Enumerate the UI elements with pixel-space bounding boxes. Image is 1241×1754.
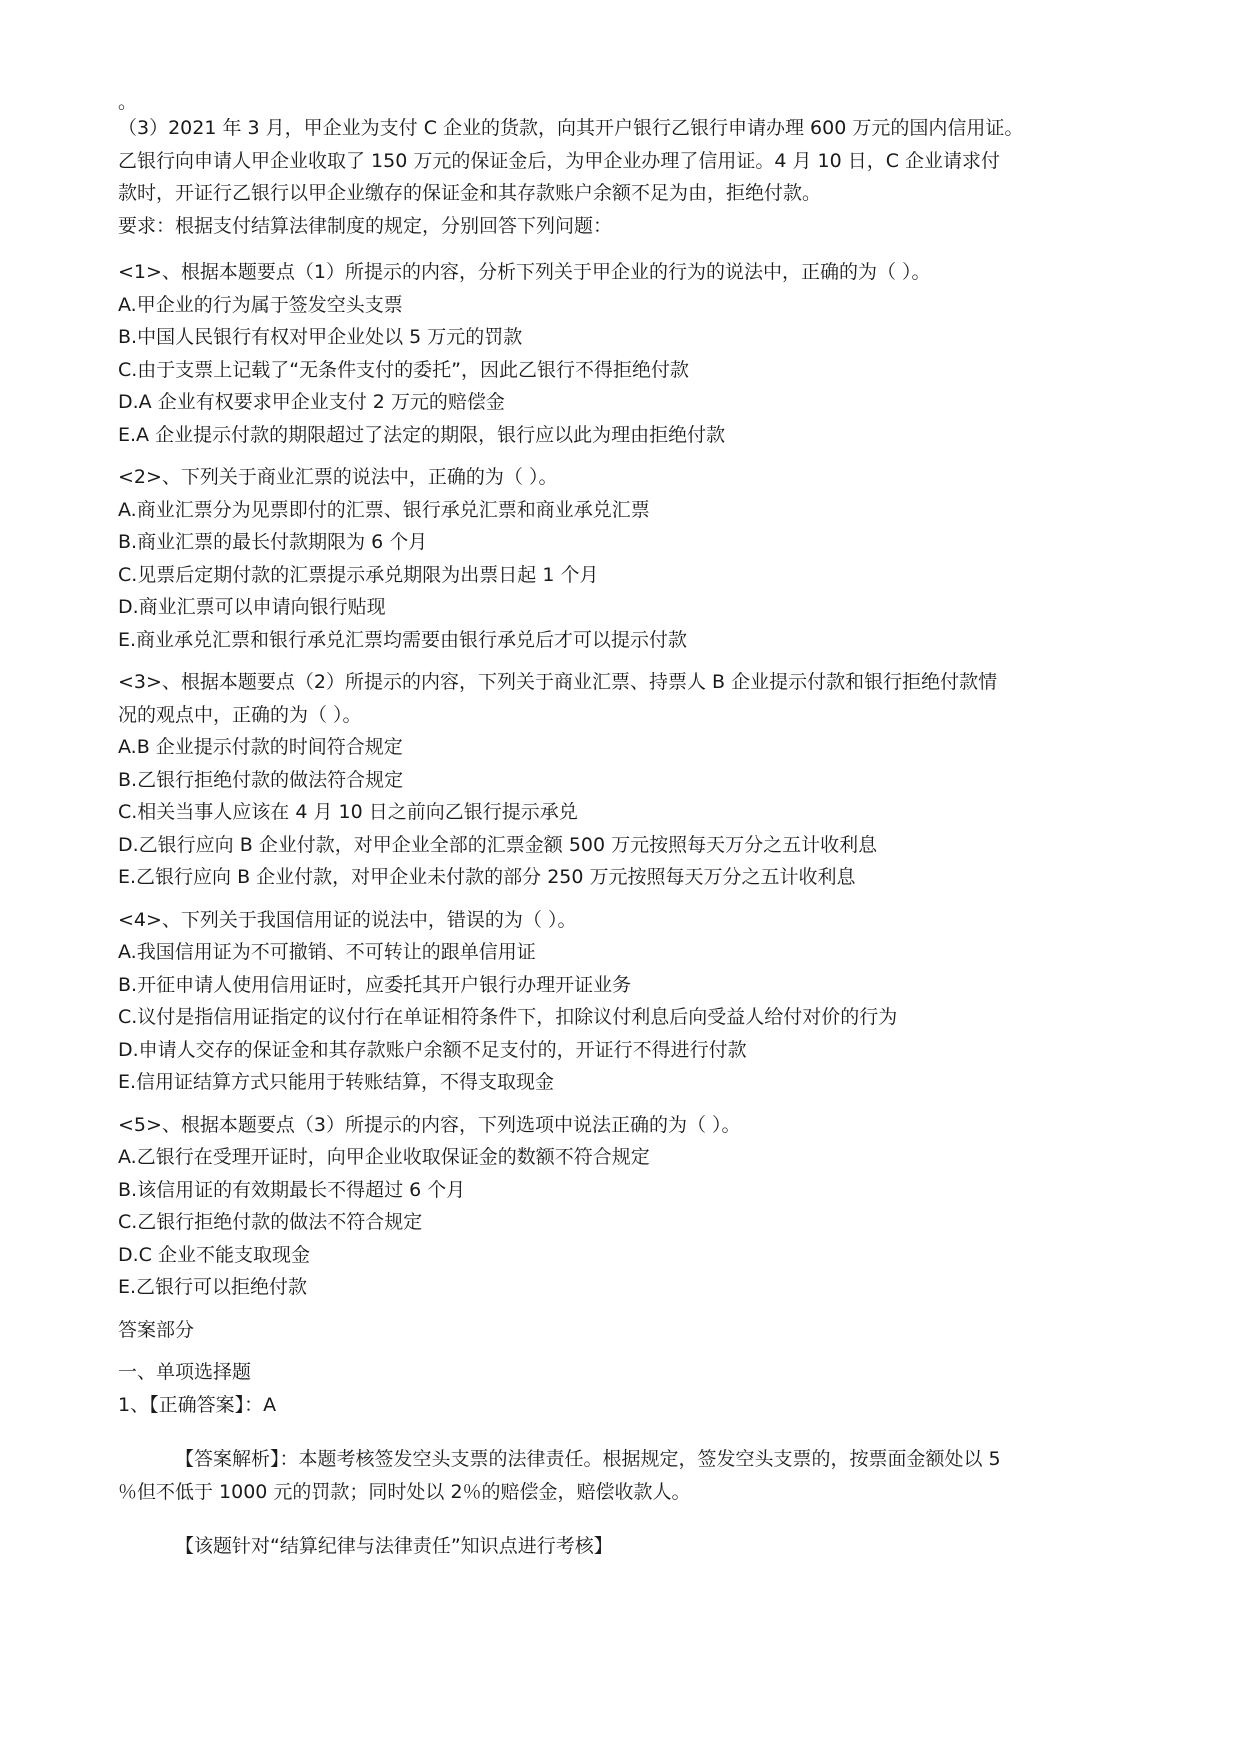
question-1 bbox=[118, 256, 1128, 451]
question-stem: <2>、下列关于商业汇票的说法中，正确的为（ ）。 bbox=[118, 466, 558, 488]
top-mark: 。 bbox=[118, 91, 138, 113]
option-a: A.B 企业提示付款的时间符合规定 bbox=[118, 736, 403, 758]
analysis-line2: ％但不低于 1000 元的罚款；同时处以 2％的赔偿金，赔偿收款人。 bbox=[118, 1480, 691, 1503]
option-c: C.议付是指信用证指定的议付行在单证相符条件下，扣除议付利息后向受益人给付对价的行为 bbox=[118, 1006, 898, 1028]
option-c: C.见票后定期付款的汇票提示承兑期限为出票日起 1 个月 bbox=[118, 563, 599, 586]
option-b: B.中国人民银行有权对甲企业处以 5 万元的罚款 bbox=[118, 326, 523, 348]
document-page bbox=[118, 92, 1128, 1563]
option-e: E.乙银行应向 B 企业付款，对甲企业未付款的部分 250 万元按照每天万分之五计收利息 bbox=[118, 866, 856, 888]
option-d: D.C 企业不能支取现金 bbox=[118, 1243, 310, 1266]
question-stem-line1: <3>、根据本题要点（2）所提示的内容，下列关于商业汇票、持票人 B 企业提示付款和银行拒绝付款情 bbox=[118, 671, 998, 693]
option-b: B.该信用证的有效期最长不得超过 6 个月 bbox=[118, 1178, 466, 1201]
option-a: A.商业汇票分为见票即付的汇票、银行承兑汇票和商业承兑汇票 bbox=[118, 498, 650, 521]
option-d: D.申请人交存的保证金和其存款账户余额不足支付的，开证行不得进行付款 bbox=[118, 1038, 747, 1061]
option-b: B.商业汇票的最长付款期限为 6 个月 bbox=[118, 531, 428, 553]
question-stem: <5>、根据本题要点（3）所提示的内容，下列选项中说法正确的为（ ）。 bbox=[118, 1113, 741, 1136]
question-2 bbox=[118, 461, 1128, 656]
option-d: D.商业汇票可以申请向银行贴现 bbox=[118, 596, 386, 618]
question-3 bbox=[118, 666, 1128, 894]
option-d: D.A 企业有权要求甲企业支付 2 万元的赔偿金 bbox=[118, 391, 505, 413]
answer-section bbox=[118, 1314, 1128, 1563]
requirement-text: 要求：根据支付结算法律制度的规定，分别回答下列问题： bbox=[118, 214, 613, 237]
case3-line3: 款时，开证行乙银行以甲企业缴存的保证金和其存款账户余额不足为由，拒绝付款。 bbox=[118, 182, 822, 204]
case3-line1: （3）2021 年 3 月，甲企业为支付 C 企业的货款，向其开户银行乙银行申请办理 600 万元的国内信用证。 bbox=[118, 117, 1024, 139]
option-b: B.乙银行拒绝付款的做法符合规定 bbox=[118, 768, 404, 791]
question-stem: <1>、根据本题要点（1）所提示的内容，分析下列关于甲企业的行为的说法中，正确的为（ ）。 bbox=[118, 261, 931, 283]
topic-note: 【该题针对“结算纪律与法律责任”知识点进行考核】 bbox=[175, 1535, 613, 1557]
option-b: B.开征申请人使用信用证时，应委托其开户银行办理开证业务 bbox=[118, 973, 632, 996]
option-c: C.相关当事人应该在 4 月 10 日之前向乙银行提示承兑 bbox=[118, 801, 578, 823]
option-e: E.乙银行可以拒绝付款 bbox=[118, 1276, 308, 1298]
answer-item-1: 1、【正确答案】：A bbox=[118, 1393, 277, 1416]
option-a: A.我国信用证为不可撤销、不可转让的跟单信用证 bbox=[118, 941, 536, 963]
option-e: E.信用证结算方式只能用于转账结算，不得支取现金 bbox=[118, 1071, 555, 1093]
answer-heading: 答案部分 bbox=[118, 1318, 195, 1341]
question-5 bbox=[118, 1109, 1128, 1304]
analysis-line1: 【答案解析】：本题考核签发空头支票的法律责任。根据规定，签发空头支票的，按票面金额处以 5 bbox=[175, 1448, 1001, 1470]
option-c: C.乙银行拒绝付款的做法不符合规定 bbox=[118, 1211, 423, 1233]
question-stem-line2: 况的观点中，正确的为（ ）。 bbox=[118, 703, 362, 726]
section-heading: 一、单项选择题 bbox=[118, 1361, 252, 1383]
question-4 bbox=[118, 904, 1128, 1099]
option-c: C.由于支票上记载了“无条件支付的委托”，因此乙银行不得拒绝付款 bbox=[118, 358, 689, 381]
option-a: A.甲企业的行为属于签发空头支票 bbox=[118, 293, 403, 316]
question-stem: <4>、下列关于我国信用证的说法中，错误的为（ ）。 bbox=[118, 908, 577, 931]
option-e: E.商业承兑汇票和银行承兑汇票均需要由银行承兑后才可以提示付款 bbox=[118, 628, 688, 651]
option-a: A.乙银行在受理开证时，向甲企业收取保证金的数额不符合规定 bbox=[118, 1146, 650, 1168]
option-e: E.A 企业提示付款的期限超过了法定的期限，银行应以此为理由拒绝付款 bbox=[118, 423, 726, 446]
case3-line2: 乙银行向申请人甲企业收取了 150 万元的保证金后，为甲企业办理了信用证。4 月 10 日，C 企业请求付 bbox=[118, 149, 1001, 172]
option-d: D.乙银行应向 B 企业付款，对甲企业全部的汇票金额 500 万元按照每天万分之五计收利息 bbox=[118, 833, 878, 856]
